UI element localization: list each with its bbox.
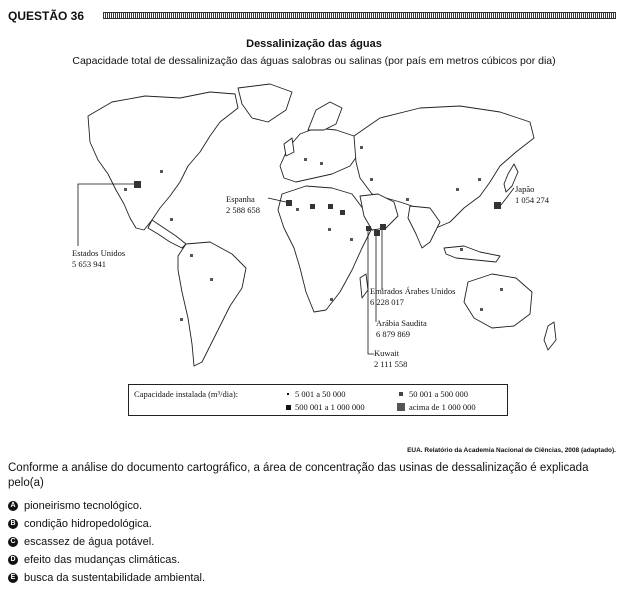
uae-marker — [380, 224, 386, 230]
callout-uae-name: Emirados Árabes Unidos — [370, 286, 456, 296]
callout-usa-name: Estados Unidos — [72, 248, 126, 258]
figure-title: Dessalinização das águas — [246, 38, 382, 50]
option-c-letter: C — [8, 537, 18, 547]
scandinavia-outline — [308, 102, 342, 130]
callout-kuwait-value: 2 111 558 — [374, 359, 408, 369]
callout-spain-value: 2 588 658 — [226, 205, 260, 215]
callout-spain-name: Espanha — [226, 194, 255, 204]
callout-saudi-name: Arábia Saudita — [376, 318, 427, 328]
south-america-outline — [178, 242, 246, 366]
option-e[interactable] — [8, 572, 205, 584]
indonesia-outline — [444, 246, 500, 262]
usa-marker — [134, 181, 141, 188]
legend-item-1: 5 001 a 50 000 — [295, 389, 346, 399]
africa-outline — [278, 186, 372, 312]
callout-uae — [370, 286, 455, 308]
callout-uae-value: 6 228 017 — [370, 297, 404, 307]
option-b-letter: B — [8, 519, 18, 529]
option-a-letter: A — [8, 501, 18, 511]
option-d[interactable] — [8, 554, 180, 566]
question-text: Conforme a análise do documento cartográfico, a área de concentração das usinas de dessalinização é explicada pelo(a) — [8, 462, 589, 489]
option-a-text: pioneirismo tecnológico. — [24, 500, 143, 512]
legend-title: Capacidade instalada (m³/dia): — [134, 389, 239, 399]
europe-outline — [280, 128, 360, 182]
legend-item-4: acima de 1 000 000 — [409, 402, 476, 412]
callout-usa-value: 5 653 941 — [72, 259, 106, 269]
callout-kuwait-name: Kuwait — [374, 348, 400, 358]
world-map — [60, 78, 560, 378]
map-legend — [128, 384, 508, 416]
option-b[interactable] — [8, 518, 152, 530]
option-d-text: efeito das mudanças climáticas. — [24, 554, 180, 566]
callout-kuwait — [374, 348, 407, 370]
kuwait-marker — [366, 226, 371, 231]
australia-outline — [464, 274, 532, 328]
figure-subtitle: Capacidade total de dessalinização das águas salobras ou salinas (por país em metros cúbicos por dia) — [72, 55, 556, 67]
callout-usa — [72, 248, 125, 270]
option-b-text: condição hidropedológica. — [24, 518, 152, 530]
callout-saudi — [376, 318, 427, 340]
option-d-letter: D — [8, 555, 18, 565]
header-rule — [103, 12, 616, 19]
callout-japan-name: Japão — [515, 184, 535, 194]
legend-large-square-icon — [397, 403, 405, 411]
option-a[interactable] — [8, 500, 142, 512]
option-e-letter: E — [8, 573, 18, 583]
callout-saudi-value: 6 879 869 — [376, 329, 410, 339]
japan-marker — [494, 202, 501, 209]
question-number: QUESTÃO 36 — [8, 9, 85, 23]
madagascar-outline — [360, 274, 368, 298]
spain-marker — [286, 200, 292, 206]
legend-medium-square-icon — [286, 405, 291, 410]
legend-item-2: 50 001 a 500 000 — [409, 389, 469, 399]
legend-small-square-icon — [399, 392, 403, 396]
north-america-outline — [88, 92, 238, 230]
callout-japan-value: 1 054 274 — [515, 195, 549, 205]
greenland-outline — [238, 84, 292, 122]
legend-item-3: 500 001 a 1 000 000 — [295, 402, 365, 412]
option-c[interactable] — [8, 536, 154, 548]
callout-japan — [515, 184, 549, 206]
central-america-outline — [148, 220, 186, 248]
saudi-marker — [374, 230, 380, 236]
new-zealand-outline — [544, 322, 556, 350]
figure-source: EUA. Relatório da Academia Nacional de Ciências, 2008 (adaptado). — [407, 447, 616, 454]
callout-spain — [226, 194, 260, 216]
option-e-text: busca da sustentabilidade ambiental. — [24, 572, 206, 584]
option-c-text: escassez de água potável. — [24, 536, 155, 548]
legend-tiny-dot-icon — [287, 393, 289, 395]
